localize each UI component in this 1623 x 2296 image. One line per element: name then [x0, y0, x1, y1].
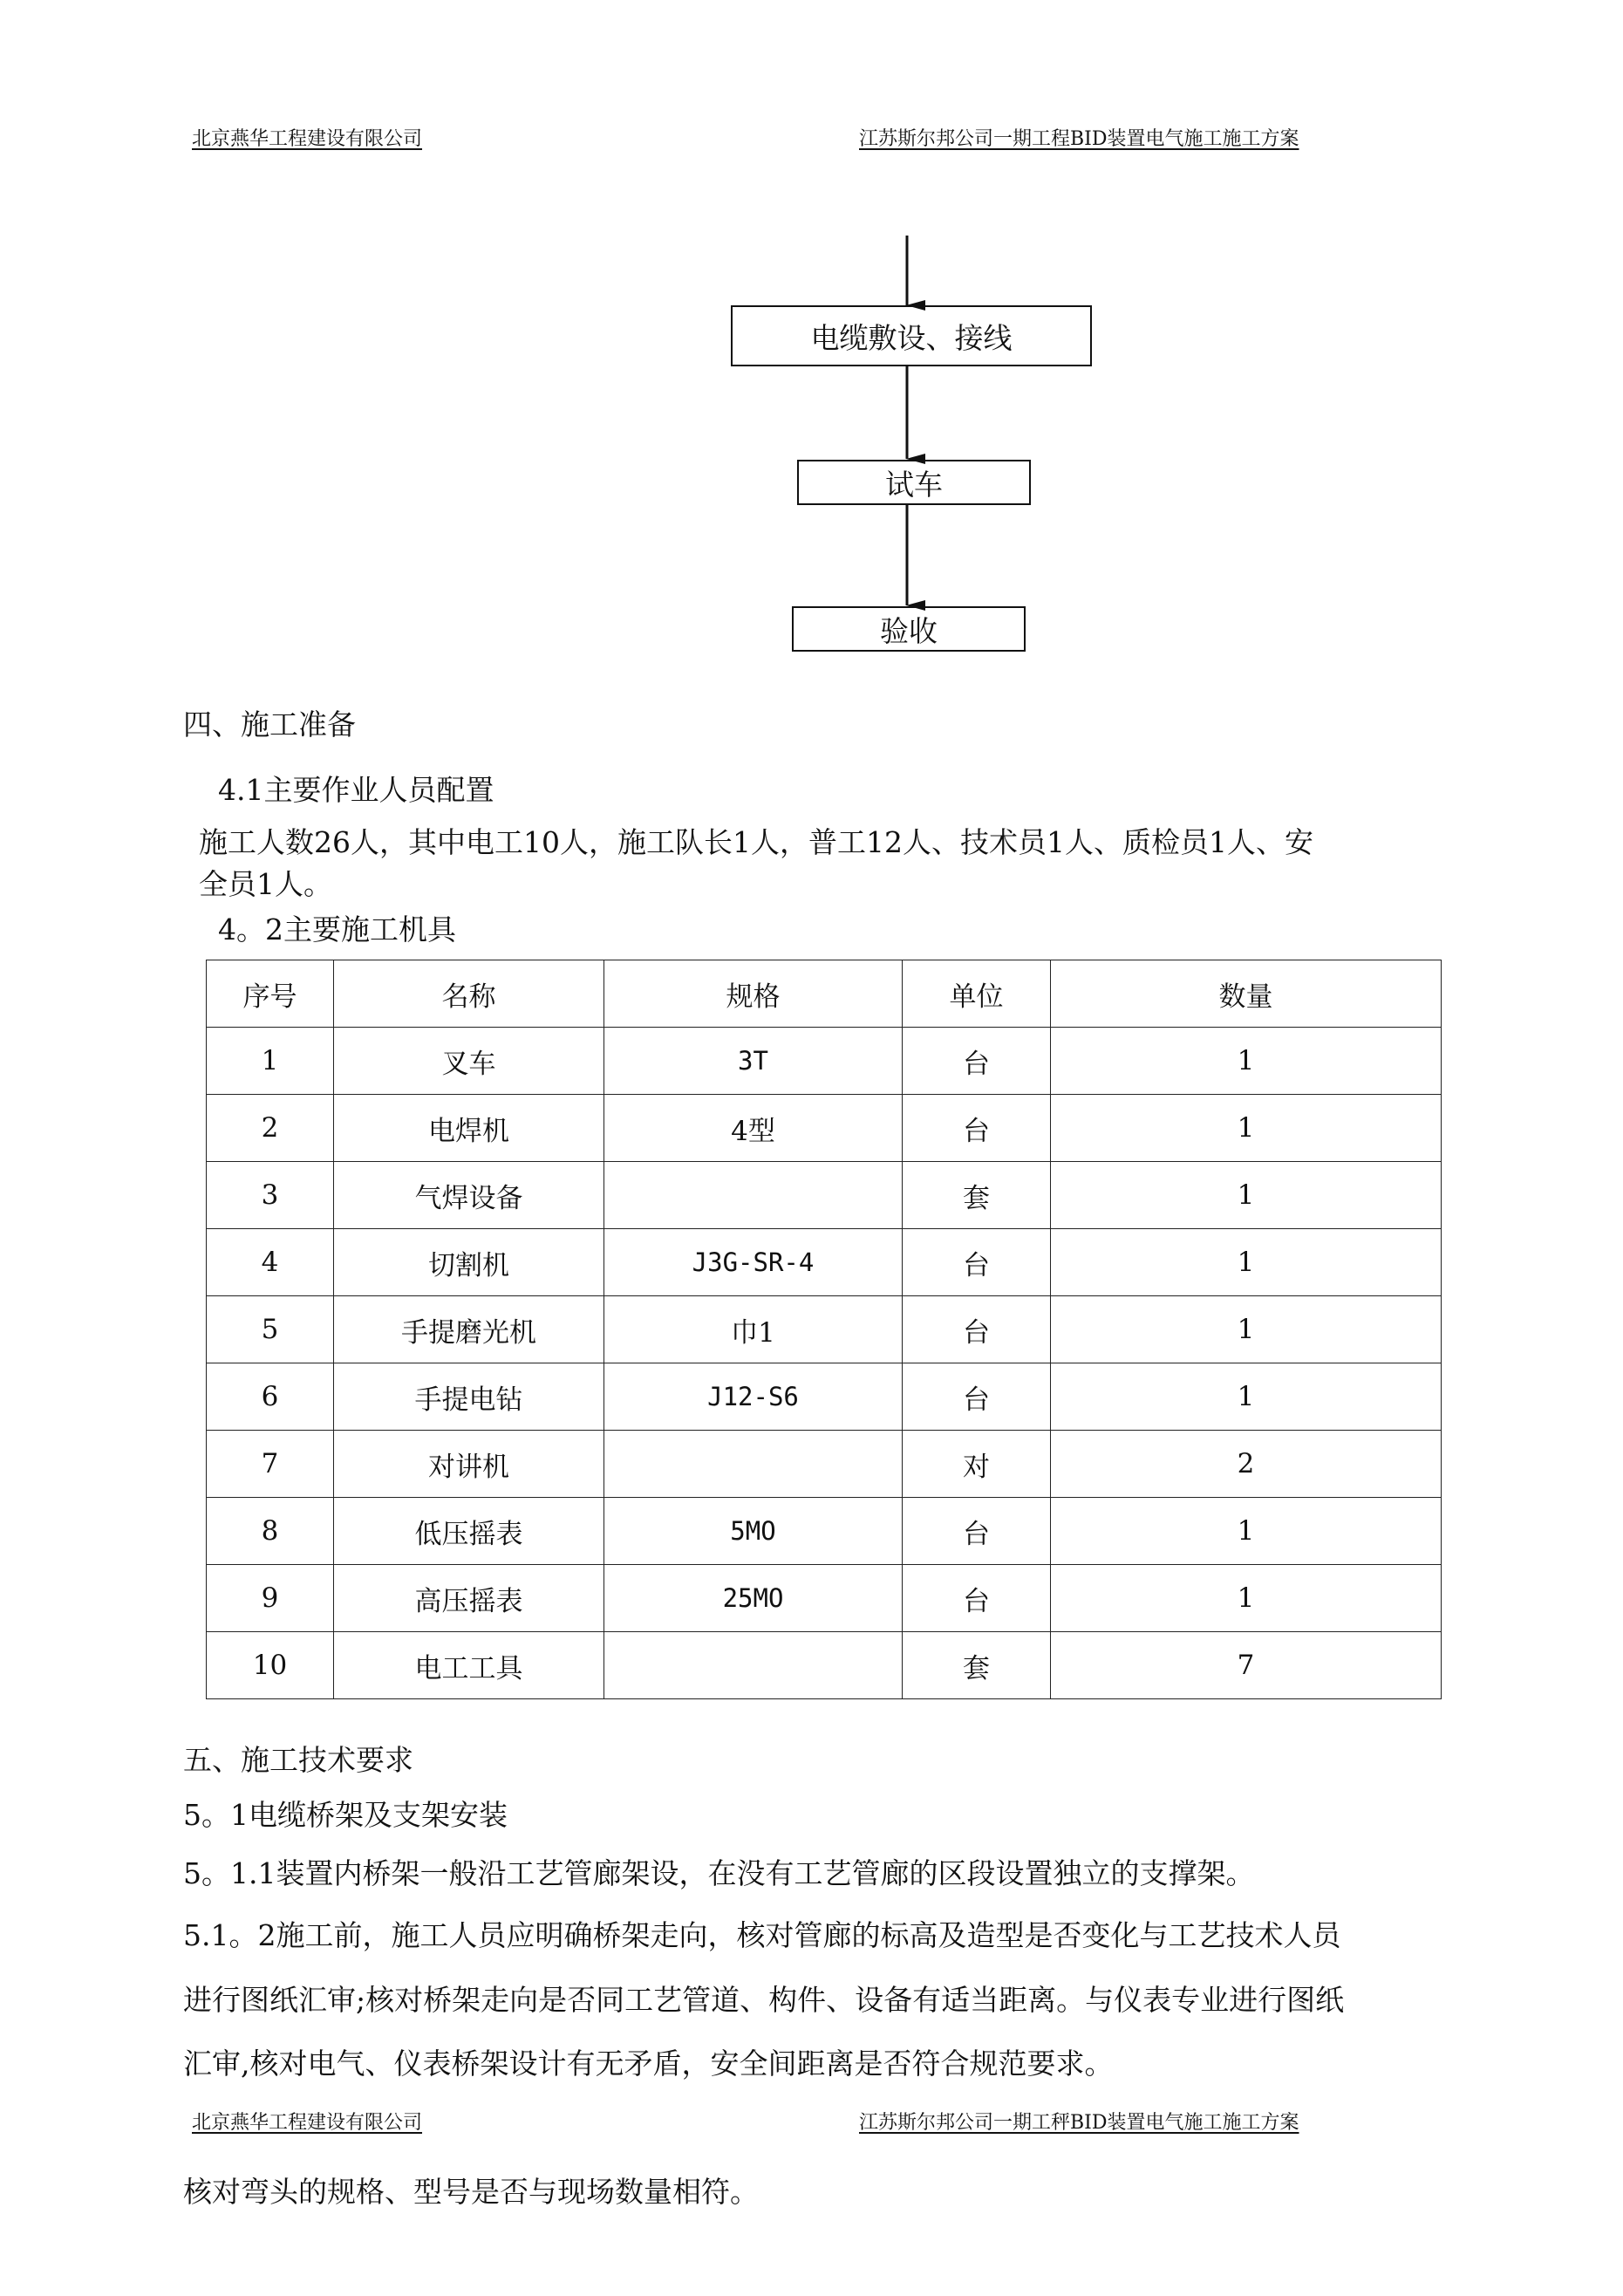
table-row [207, 1498, 1442, 1565]
cell-name: 叉车 [334, 1028, 604, 1095]
section5-title: 五、施工技术要求 [183, 1743, 413, 1777]
cell-spec: J3G-SR-4 [604, 1229, 903, 1296]
cell-unit: 台 [903, 1229, 1051, 1296]
cell-unit: 台 [903, 1296, 1051, 1363]
cell-name: 手提磨光机 [334, 1296, 604, 1363]
table-row [207, 1431, 1442, 1498]
cell-index: 7 [207, 1431, 334, 1498]
section5-sub1: 5。1电缆桥架及支架安装 [183, 1798, 508, 1832]
cell-quantity: 1 [1051, 1095, 1442, 1162]
footer-company: 北京燕华工程建设有限公司 [192, 2112, 423, 2134]
cell-index: 6 [207, 1363, 334, 1431]
flow-step-trial-run: 试车 [797, 460, 1031, 505]
cell-index: 4 [207, 1229, 334, 1296]
cell-name: 电焊机 [334, 1095, 604, 1162]
header-cell-spec: 规格 [604, 960, 903, 1028]
header-cell-name: 名称 [334, 960, 604, 1028]
header-project: 江苏斯尔邦公司一期工程BID装置电气施工施工方案 [859, 128, 1299, 150]
cell-name: 对讲机 [334, 1431, 604, 1498]
header-cell-index: 序号 [207, 960, 334, 1028]
continuation-text: 核对弯头的规格、型号是否与现场数量相符。 [183, 2175, 759, 2209]
cell-unit: 台 [903, 1095, 1051, 1162]
cell-spec [604, 1632, 903, 1699]
cell-spec: 巾1 [604, 1296, 903, 1363]
section4-title: 四、施工准备 [183, 707, 356, 741]
cell-quantity: 1 [1051, 1498, 1442, 1565]
cell-quantity: 1 [1051, 1028, 1442, 1095]
cell-index: 1 [207, 1028, 334, 1095]
header-cell-unit: 单位 [903, 960, 1051, 1028]
cell-spec: 5MO [604, 1498, 903, 1565]
cell-unit: 台 [903, 1565, 1051, 1632]
section4-sub1-line1: 施工人数26人，其中电工10人，施工队长1人，普工12人、技术员1人、质检员1人、安 [199, 825, 1313, 859]
paragraph-5-1-1: 5。1.1装置内桥架一般沿工艺管廊架设，在没有工艺管廊的区段设置独立的支撑架。 [183, 1856, 1255, 1890]
cell-index: 5 [207, 1296, 334, 1363]
cell-index: 10 [207, 1632, 334, 1699]
header-company: 北京燕华工程建设有限公司 [192, 128, 423, 150]
cell-quantity: 2 [1051, 1431, 1442, 1498]
section4-sub1-line2: 全员1人。 [199, 867, 332, 901]
cell-index: 9 [207, 1565, 334, 1632]
paragraph-5-1-2-line3: 汇审,核对电气、仪表桥架设计有无矛盾，安全间距离是否符合规范要求。 [183, 2047, 1114, 2081]
table-row [207, 1632, 1442, 1699]
table-row [207, 1363, 1442, 1431]
cell-quantity: 1 [1051, 1229, 1442, 1296]
cell-spec: 25MO [604, 1565, 903, 1632]
table-header-row [207, 960, 1442, 1028]
cell-quantity: 1 [1051, 1162, 1442, 1229]
paragraph-5-1-2-line2: 进行图纸汇审;核对桥架走向是否同工艺管道、构件、设备有适当距离。与仪表专业进行图纸 [183, 1983, 1345, 2017]
paragraph-5-1-2-line1: 5.1。2施工前，施工人员应明确桥架走向，核对管廊的标高及造型是否变化与工艺技术人员 [183, 1918, 1341, 1952]
cell-name: 低压摇表 [334, 1498, 604, 1565]
flow-step-acceptance: 验收 [792, 606, 1026, 652]
table-row [207, 1028, 1442, 1095]
cell-spec: 3T [604, 1028, 903, 1095]
section4-sub2-title: 4。2主要施工机具 [218, 912, 456, 946]
cell-spec [604, 1431, 903, 1498]
cell-unit: 对 [903, 1431, 1051, 1498]
cell-spec: J12-S6 [604, 1363, 903, 1431]
cell-spec [604, 1162, 903, 1229]
header-cell-quantity: 数量 [1051, 960, 1442, 1028]
cell-unit: 台 [903, 1028, 1051, 1095]
footer-project: 江苏斯尔邦公司一期工秤BID装置电气施工施工方案 [859, 2112, 1299, 2134]
table-row [207, 1162, 1442, 1229]
cell-name: 气焊设备 [334, 1162, 604, 1229]
cell-unit: 台 [903, 1498, 1051, 1565]
flow-step-cable-laying: 电缆敷设、接线 [731, 305, 1092, 366]
cell-index: 3 [207, 1162, 334, 1229]
cell-spec: 4型 [604, 1095, 903, 1162]
cell-unit: 套 [903, 1632, 1051, 1699]
cell-index: 8 [207, 1498, 334, 1565]
cell-quantity: 7 [1051, 1632, 1442, 1699]
table-row [207, 1229, 1442, 1296]
cell-name: 手提电钻 [334, 1363, 604, 1431]
cell-quantity: 1 [1051, 1363, 1442, 1431]
table-row [207, 1095, 1442, 1162]
table-row [207, 1565, 1442, 1632]
section4-sub1-title: 4.1主要作业人员配置 [218, 773, 494, 807]
cell-name: 切割机 [334, 1229, 604, 1296]
table-row [207, 1296, 1442, 1363]
cell-unit: 套 [903, 1162, 1051, 1229]
cell-quantity: 1 [1051, 1296, 1442, 1363]
cell-index: 2 [207, 1095, 334, 1162]
equipment-table [206, 960, 1442, 1699]
cell-quantity: 1 [1051, 1565, 1442, 1632]
cell-name: 电工工具 [334, 1632, 604, 1699]
cell-unit: 台 [903, 1363, 1051, 1431]
cell-name: 高压摇表 [334, 1565, 604, 1632]
